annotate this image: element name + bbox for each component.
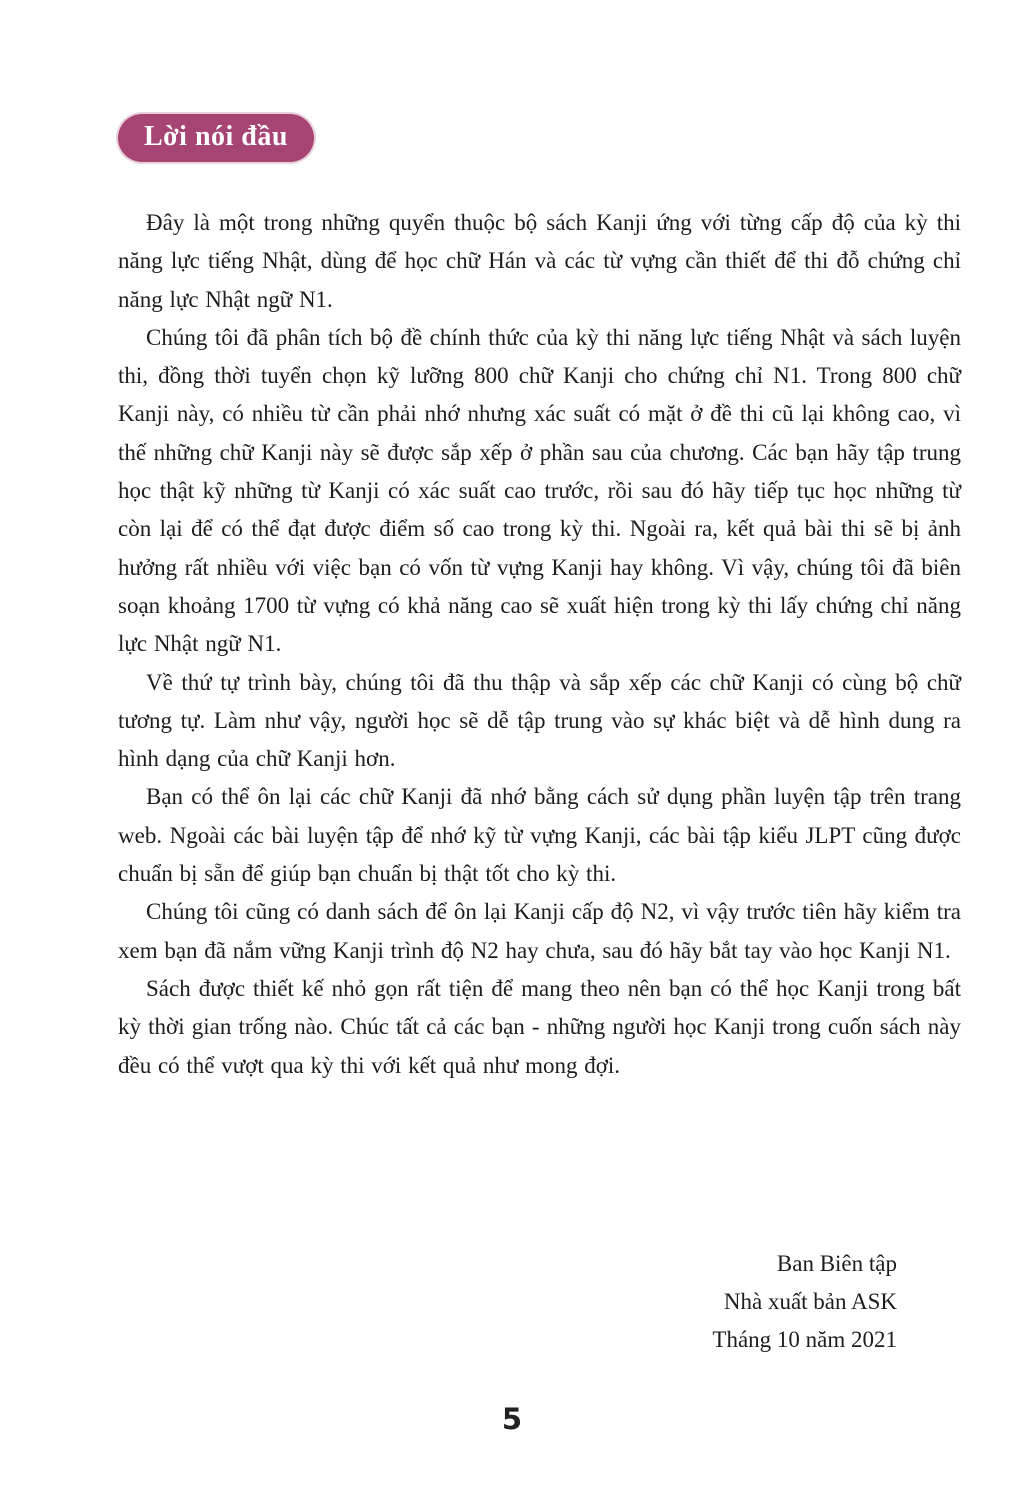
- signature-line-editor: Ban Biên tập: [776, 1251, 897, 1276]
- signature-line-publisher: Nhà xuất bản ASK: [723, 1289, 897, 1314]
- paragraph: Về thứ tự trình bày, chúng tôi đã thu thập và sắp xếp các chữ Kanji có cùng bộ chữ tương tự. Làm như vậy, người học sẽ dễ tập trung vào sự khác biệt và dễ hình dung ra hình dạng của chữ Kanji hơn.: [118, 669, 961, 772]
- paragraph: Bạn có thể ôn lại các chữ Kanji đã nhớ bằng cách sử dụng phần luyện tập trên trang web. Ngoài các bài luyện tập để nhớ kỹ từ vựng Kanji, các bài tập kiểu JLPT cũng được chuẩn bị sẵn để giúp bạn chuẩn bị thật tốt cho kỳ thi.: [118, 784, 961, 887]
- paragraph: Sách được thiết kế nhỏ gọn rất tiện để mang theo nên bạn có thể học Kanji trong bất kỳ thời gian trống nào. Chúc tất cả các bạn - những người học Kanji trong cuốn sách này đều có thể vượt qua kỳ thi với kết quả như mong đợi.: [118, 975, 961, 1078]
- preface-body: [118, 204, 961, 1085]
- signature-line-date: Tháng 10 năm 2021: [712, 1327, 897, 1352]
- paragraph: Chúng tôi cũng có danh sách để ôn lại Kanji cấp độ N2, vì vậy trước tiên hãy kiểm tra xem bạn đã nắm vững Kanji trình độ N2 hay chưa, sau đó hãy bắt tay vào học Kanji N1.: [118, 899, 961, 963]
- paragraph: Chúng tôi đã phân tích bộ đề chính thức của kỳ thi năng lực tiếng Nhật và sách luyện thi, đồng thời tuyển chọn kỹ lưỡng 800 chữ Kanji cho chứng chỉ N1. Trong 800 chữ Kanji này, có nhiều từ cần phải nhớ nhưng xác suất có mặt ở đề thi cũ lại không cao, vì thế những chữ Kanji này sẽ được sắp xếp ở phần sau của chương. Các bạn hãy tập trung học thật kỹ những từ Kanji có xác suất cao trước, rồi sau đó hãy tiếp tục học những từ còn lại để có thể đạt được điểm số cao trong kỳ thi. Ngoài ra, kết quả bài thi sẽ bị ảnh hưởng rất nhiều với việc bạn có vốn từ vựng Kanji hay không. Vì vậy, chúng tôi đã biên soạn khoảng 1700 từ vựng có khả năng cao sẽ xuất hiện trong kỳ thi lấy chứng chỉ năng lực Nhật ngữ N1.: [118, 324, 961, 657]
- preface-title-badge: Lời nói đầu: [118, 114, 314, 162]
- page-number: 5: [501, 1402, 523, 1436]
- signature-block: [712, 1245, 897, 1359]
- paragraph: Đây là một trong những quyển thuộc bộ sách Kanji ứng với từng cấp độ của kỳ thi năng lực tiếng Nhật, dùng để học chữ Hán và các từ vựng cần thiết để thi đỗ chứng chỉ năng lực Nhật ngữ N1.: [118, 210, 961, 312]
